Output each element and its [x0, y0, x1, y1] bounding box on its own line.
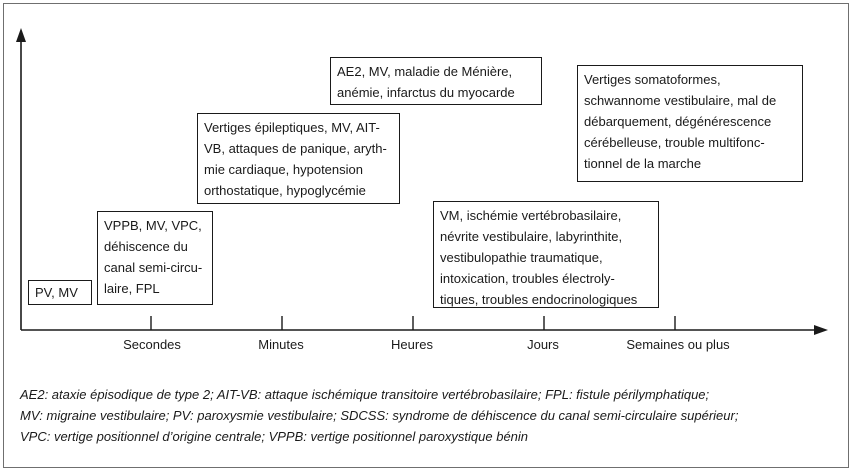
y-axis-arrow — [16, 28, 26, 42]
box-weeks: Vertiges somatoformes, schwannome vestibulaire, mal de débarquement, dégénérescence cérébelleuse, trouble multifonc- tionnel de la marche — [577, 65, 803, 182]
tick-label-minutes: Minutes — [258, 337, 304, 352]
box-minutes: Vertiges épileptiques, MV, AIT- VB, attaques de panique, aryth- mie cardiaque, hypotension orthostatique, hypoglycémie — [197, 113, 400, 204]
box-days: VM, ischémie vertébrobasilaire, névrite vestibulaire, labyrinthite, vestibulopathie traumatique, intoxication, troubles électroly- tiques, troubles endocrinologiques — [433, 201, 659, 308]
box-seconds-high: VPPB, MV, VPC, déhiscence du canal semi-circu- laire, FPL — [97, 211, 213, 305]
tick-label-days: Jours — [527, 337, 559, 352]
x-axis-arrow — [814, 325, 828, 335]
tick-label-seconds: Secondes — [123, 337, 181, 352]
box-hours: AE2, MV, maladie de Ménière, anémie, infarctus du myocarde — [330, 57, 542, 105]
abbreviation-legend: AE2: ataxie épisodique de type 2; AIT-VB: attaque ischémique transitoire vertébrobasilaire; FPL: fistule périlymphatique; MV: migraine vestibulaire; PV: paroxysmie vestibulaire; SDCSS: syndrome de déhiscence du canal semi-circulaire supérieur; VPC: vertige positionnel d’origine centrale; VPPB: vertige positionnel paroxystique bénin — [20, 387, 739, 444]
box-seconds-low: PV, MV — [28, 280, 92, 305]
tick-label-weeks: Semaines ou plus — [626, 337, 730, 352]
tick-label-hours: Heures — [391, 337, 433, 352]
